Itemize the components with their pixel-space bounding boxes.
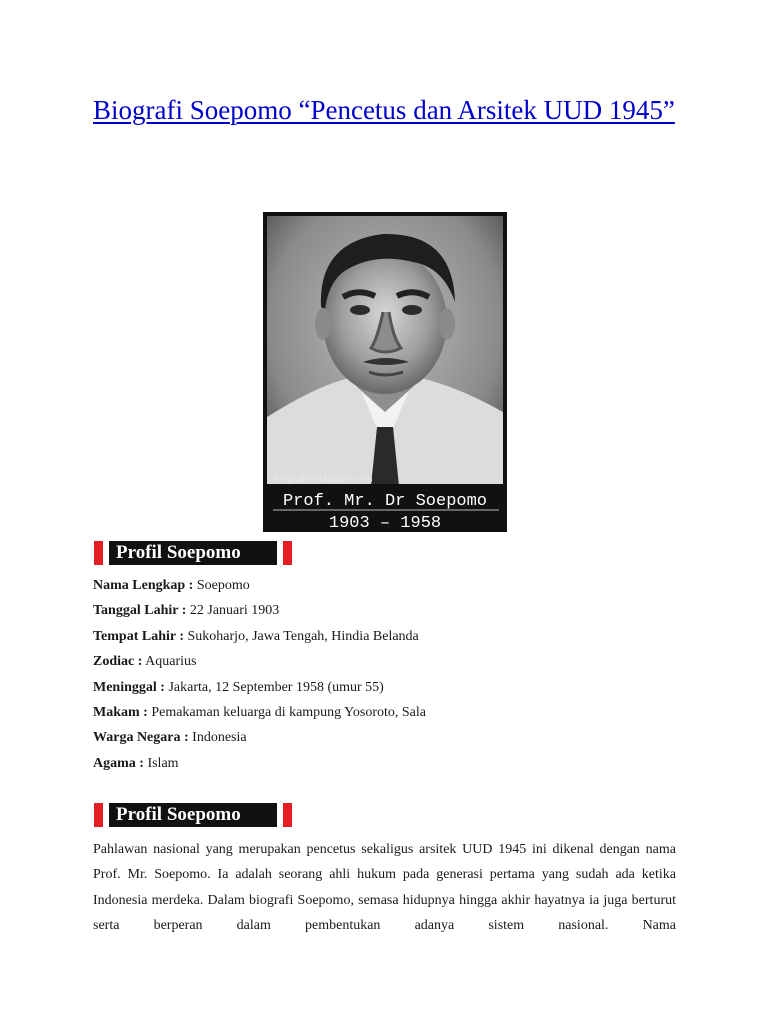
fact-label: Agama : [93,755,144,771]
fact-value: Sukoharjo, Jawa Tengah, Hindia Belanda [184,628,419,644]
portrait-watermark: BiografiPahlawan.com [273,474,373,485]
section-heading-profile-2 [94,803,292,827]
portrait-drawing [263,212,507,532]
fact-value: Jakarta, 12 September 1958 (umur 55) [164,679,384,695]
fact-row [93,601,693,626]
fact-row [93,703,693,728]
heading-bar-right [283,803,292,827]
page-title-link[interactable]: Biografi Soepomo “Pencetus dan Arsitek UUD 1945” [93,95,675,125]
fact-label: Nama Lengkap : [93,578,194,593]
fact-label: Tempat Lahir : [93,628,185,644]
fact-label: Zodiac : [93,654,143,670]
heading-bar-left [94,803,103,827]
fact-value: Aquarius [142,654,197,670]
fact-row [93,627,693,652]
fact-row [93,728,693,753]
portrait-caption-name: Prof. Mr. Dr Soepomo [282,492,488,511]
fact-row [93,678,693,703]
fact-value: Soepomo [193,578,250,593]
fact-label: Meninggal : [93,679,165,695]
fact-row [93,652,693,677]
section-heading-label: Profil Soepomo [109,803,277,827]
profile-facts-list [93,576,693,779]
fact-value: Islam [143,755,179,771]
section-heading-profile [94,541,292,565]
heading-bar-right [283,541,292,565]
fact-value: Pemakaman keluarga di kampung Yosoroto, Sala [147,704,426,720]
fact-label: Makam : [93,704,148,720]
fact-row [93,576,693,601]
heading-bar-left [94,541,103,565]
fact-row [93,754,693,779]
fact-label: Tanggal Lahir : [93,603,187,619]
fact-value: 22 Januari 1903 [186,603,280,619]
fact-label: Warga Negara : [93,730,189,746]
portrait-caption-years: 1903 – 1958 [328,514,442,532]
section-heading-label: Profil Soepomo [109,541,277,565]
biography-paragraph: Pahlawan nasional yang merupakan pencetus sekaligus arsitek UUD 1945 ini dikenal dengan nama Prof. Mr. Soepomo. Ia adalah seorang ahli hukum pada generasi pertama yang sudah ada ketika Indonesia merdeka. Dalam biografi Soepomo, semasa hidupnya hingga akhir hayatnya ia juga berturut serta berperan dalam pembentukan adanya sistem nasional. Nama [93,842,676,934]
fact-value: Indonesia [188,730,247,746]
portrait-image [263,212,507,532]
